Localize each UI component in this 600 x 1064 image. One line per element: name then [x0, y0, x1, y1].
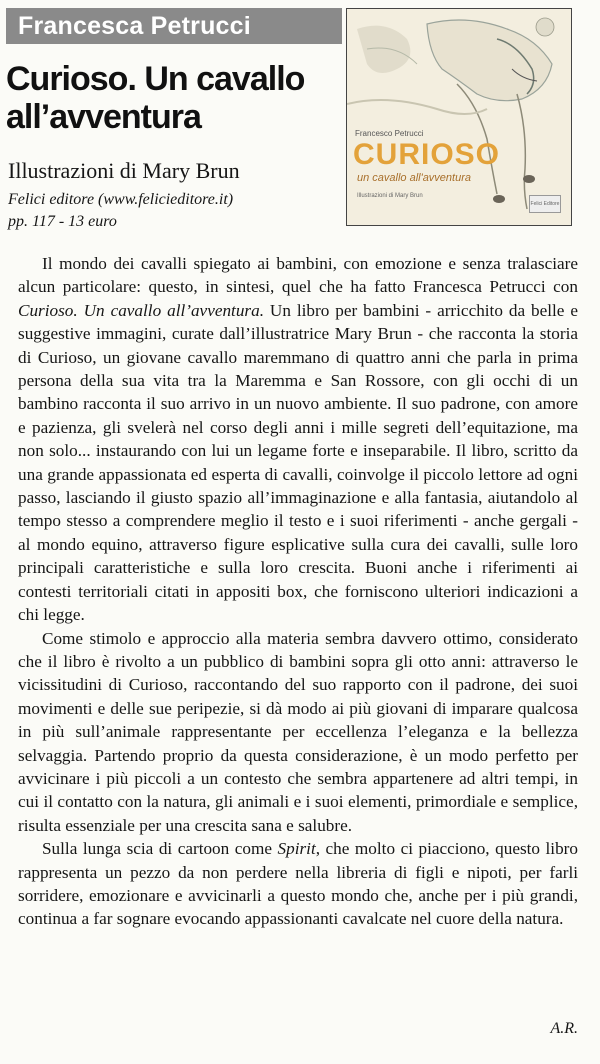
book-title-reference: Curioso. Un cavallo all’avventura. — [18, 300, 264, 320]
cover-illustrator: Illustrazioni di Mary Brun — [357, 193, 423, 199]
book-cover-image — [346, 8, 572, 226]
spirit-title-reference: Spirit — [277, 839, 316, 859]
paragraph-2: Come stimolo e approccio alla materia sembra davvero ottimo, considerato che il libro è rivolto a un pubblico di bambini sopra gli otto anni: attraverso le vicissitudini di Curioso, raccontando del suo rapporto con il padrone, dei suoi movimenti e delle sue peripezie, si dà modo ai più giovani di imparare qualcosa in più sull’animale rappresentante per eccellenza l’eleganza e la bellezza selvaggia. Partendo proprio da questa considerazione, è un modo perfetto per avvicinare i più piccoli a un contesto che sembra appartenere ad altri tempi, in cui il contatto con la natura, gli animali e i suoi elementi, primordiale e semplice, risulta essenziale per una crescita sana e salubre. — [18, 628, 578, 835]
cover-author: Francesco Petrucci — [355, 129, 424, 138]
author-banner: Francesca Petrucci — [6, 8, 342, 44]
publisher-name: Felici editore (www.felicieditore.it) — [8, 191, 234, 208]
paragraph-3: Sulla lunga scia di cartoon come Spirit, che molto ci piacciono, questo libro rappresenta un pezzo da non perdere nella libreria di figli e nipoti, per farli sorridere, emozionare e avvicinarli a questo mondo che, anche per i più grandi, continua a far sognare evocando appassionanti cavalcate nel cuore della natura. — [18, 839, 578, 929]
book-title: Curioso. Un cavallo all’avventura — [6, 60, 305, 136]
author-signature: A.R. — [550, 1020, 578, 1037]
publisher-logo: Felici Editore — [529, 195, 561, 213]
illustrator-credit: Illustrazioni di Mary Brun — [8, 158, 240, 183]
cover-subtitle: un cavallo all'avventura — [357, 172, 472, 184]
article-body — [18, 252, 578, 931]
paragraph-1: Il mondo dei cavalli spiegato ai bambini, con emozione e senza tralasciare alcun particolare: questo, in sintesi, quel che ha fatto Francesca Petrucci con Curioso. Un cavallo all’avventura. Un libro per bambini - arricchito da belle e suggestive immagini, curate dall’illustratrice Mary Brun - che racconta la storia di Curioso, un giovane cavallo maremmano di quattro anni che parla in prima persona della sua vita tra la Maremma e San Rossore, con gli occhi di un bambino racconta il suo arrivo in un nuovo ambiente. Il suo padrone, con amore e pazienza, gli svelerà nel corso degli anni i mille segreti dell’equitazione, ma non solo... instaurando con lui un legame forte e inseparabile. Il libro, scritto da una grande appassionata ed esperta di cavalli, coinvolge il piccolo lettore ad ogni passo, lasciando il giusto spazio all’immaginazione e alla fantasia, aiutandolo al tempo stesso a comprendere meglio il testo e i suoi riferimenti - anche gergali - al mondo equino, attraverso figure esplicative sulla cura dei cavalli, sulle loro principali caratteristiche e sulla loro crescita. Buoni anche i riferimenti ai contesti territoriali citati in appositi box, che forniscono ulteriori indicazioni a chi legge. — [18, 254, 578, 625]
book-details: pp. 117 - 13 euro — [8, 213, 117, 230]
publisher-info — [8, 189, 338, 233]
cover-title: CURIOSO — [353, 138, 501, 171]
